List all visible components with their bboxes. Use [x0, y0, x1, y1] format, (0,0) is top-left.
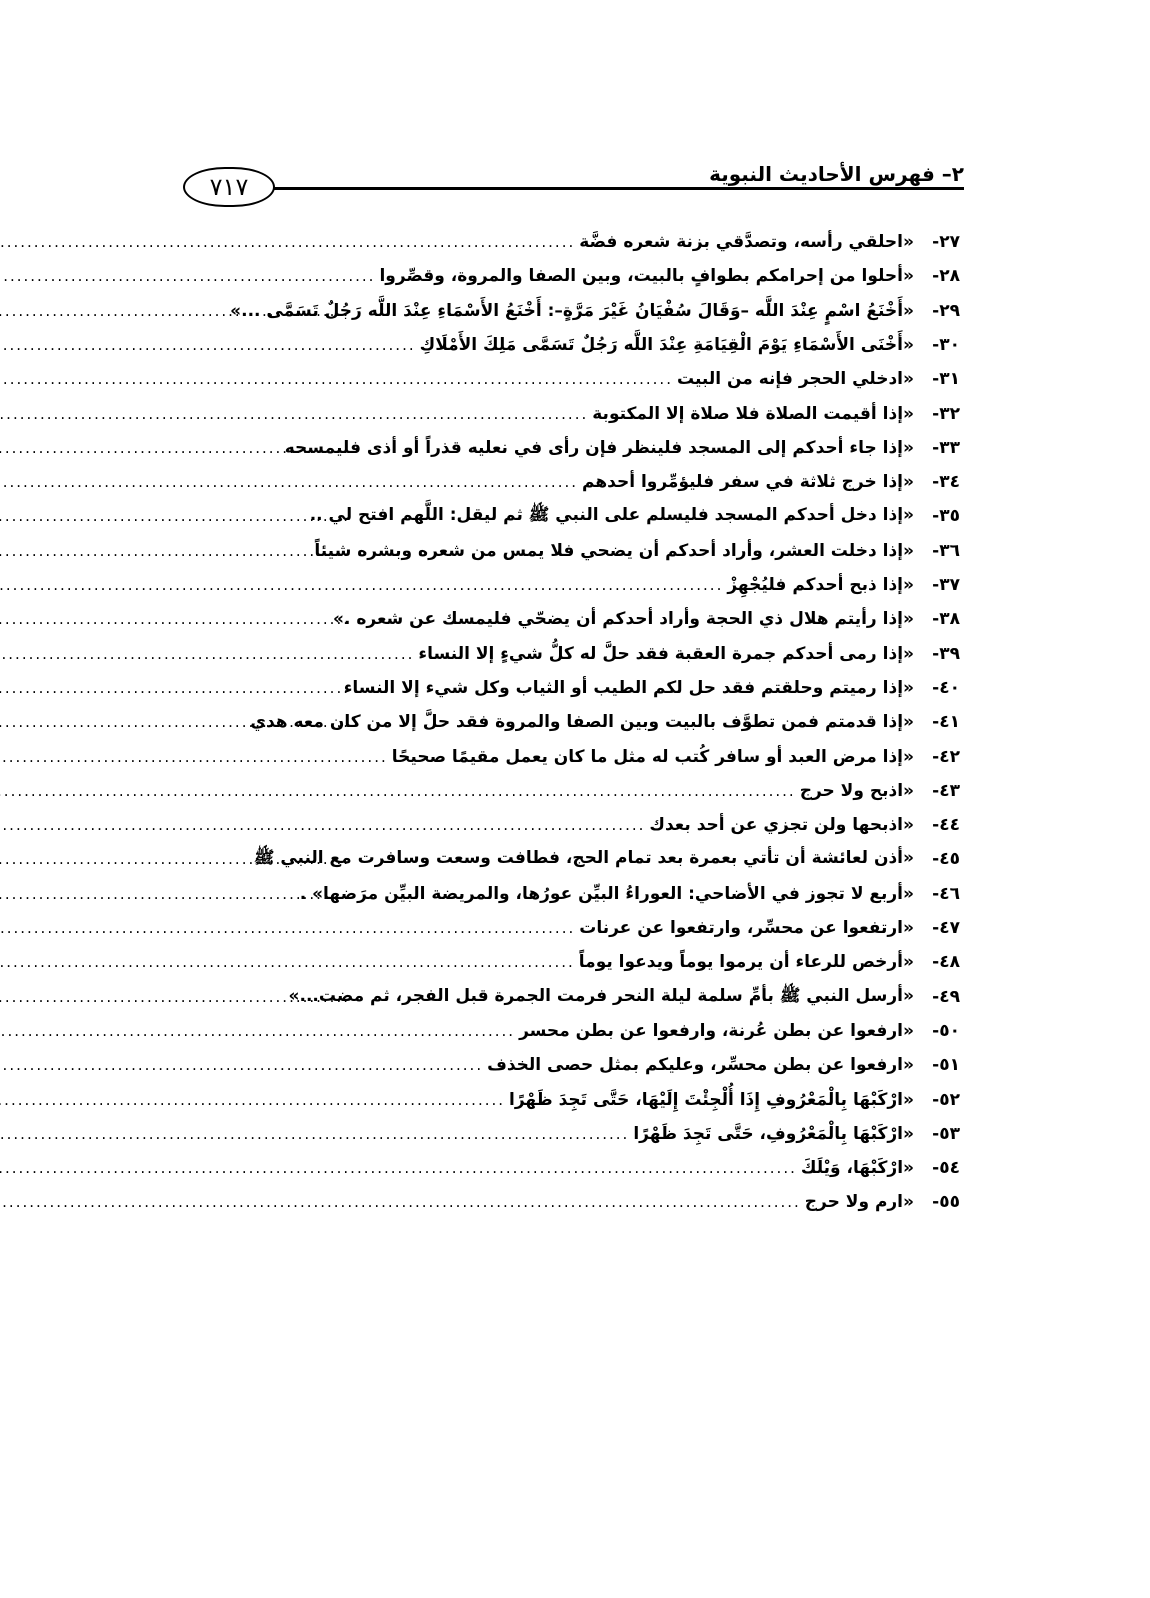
- entry-number: ٣٠-: [932, 335, 960, 355]
- dot-leader: [0, 267, 375, 285]
- entry-number: ٢٧-: [932, 232, 960, 252]
- dot-leader: [0, 1125, 629, 1143]
- hadith-text: «ارفعوا عن بطن محسِّر، وعليكم بمثل حصى الخذف: [487, 1055, 914, 1075]
- dot-leader: [0, 919, 575, 937]
- entry-number: ٤٦-: [932, 884, 960, 904]
- list-item: [188, 639, 960, 669]
- dot-leader: [0, 576, 723, 594]
- hadith-text: «أحلوا من إحرامكم بطوافٍ بالبيت، وبين الصفا والمروة، وقصِّروا: [379, 266, 914, 286]
- hadith-text: «إذا رأيتم هلال ذي الحجة وأراد أحدكم أن يضحّي فليمسك عن شعره .»: [332, 609, 914, 629]
- hadith-text: «إذا دخلت العشر، وأراد أحدكم أن يضحي فلا يمس من شعره وبشره شيئاً: [314, 541, 914, 561]
- list-item: [188, 879, 960, 909]
- hadith-text: «إذا خرج ثلاثة في سفر فليؤمِّروا أحدهم: [582, 472, 914, 492]
- list-item: [188, 536, 960, 566]
- hadith-text: «إذا مرض العبد أو سافر كُتب له مثل ما كان يعمل مقيمًا صحيحًا: [391, 747, 914, 767]
- list-item: [188, 227, 960, 257]
- hadith-text: «إذا دخل أحدكم المسجد فليسلم على النبي ﷺ ثم ليقل: اللَّهم افتح لي ..: [309, 504, 914, 525]
- list-item: [188, 570, 960, 600]
- hadith-text: «ارْكَبْهَا بِالْمَعْرُوفِ، حَتَّى تَجِدَ ظَهْرًا: [633, 1124, 914, 1144]
- hadith-text: «أَخْنَى الأَسْمَاءِ يَوْمَ الْقِيَامَةِ عِنْدَ اللَّه رَجُلٌ تَسَمَّى مَلِكَ الأَمْلَاكِ: [419, 335, 914, 355]
- dot-leader: [0, 850, 350, 868]
- dot-leader: [0, 679, 350, 697]
- entry-number: ٤٩-: [932, 987, 960, 1007]
- page-title: ٢– فهرس الأحاديث النبوية: [709, 162, 964, 186]
- list-item: [188, 810, 960, 840]
- dot-leader: [0, 645, 414, 663]
- list-item: [188, 433, 960, 463]
- hadith-text: «ارْكَبْهَا، وَيْلَكَ: [800, 1158, 914, 1178]
- list-item: [188, 673, 960, 703]
- entry-number: ٣٧-: [932, 575, 960, 595]
- list-item: [188, 742, 960, 772]
- list-item: [188, 467, 960, 497]
- entry-number: ٣٣-: [932, 438, 960, 458]
- list-item: [188, 1187, 960, 1217]
- entry-number: ٤٢-: [932, 747, 960, 767]
- entry-number: ٢٩-: [932, 301, 960, 321]
- entry-number: ٥٤-: [932, 1158, 960, 1178]
- page-number: ٧١٧: [209, 173, 249, 201]
- list-item: [188, 1153, 960, 1183]
- dot-leader: [0, 953, 575, 971]
- list-item: [188, 844, 960, 874]
- dot-leader: [0, 988, 350, 1006]
- entry-number: ٤٧-: [932, 918, 960, 938]
- dot-leader: [0, 439, 350, 457]
- hadith-text: «إذا قدمتم فمن تطوَّف بالبيت وبين الصفا والمروة فقد حلَّ إلا من كان معه هدي: [250, 712, 914, 732]
- entry-number: ٥١-: [932, 1055, 960, 1075]
- dot-leader: [0, 1091, 505, 1109]
- list-item: [188, 707, 960, 737]
- hadith-text: «إذا أقيمت الصلاة فلا صلاة إلا المكتوبة: [592, 404, 914, 424]
- dot-leader: [0, 1056, 483, 1074]
- entry-number: ٣٩-: [932, 644, 960, 664]
- list-item: [188, 296, 960, 326]
- list-item: [188, 399, 960, 429]
- hadith-text: «إذا جاء أحدكم إلى المسجد فلينظر فإن رأى في نعليه قذراً أو أذى فليمسحه: [284, 438, 914, 458]
- entry-number: ٤٠-: [932, 678, 960, 698]
- hadith-text: «إذا رمى أحدكم جمرة العقبة فقد حلَّ له كلُّ شيءٍ إلا النساء: [418, 644, 914, 664]
- hadith-text: «إذا رميتم وحلقتم فقد حل لكم الطيب أو الثياب وكل شيء إلا النساء: [343, 678, 914, 698]
- entry-number: ٤٤-: [932, 815, 960, 835]
- entry-number: ٣٦-: [932, 541, 960, 561]
- hadith-text: «أرسل النبي ﷺ بأمِّ سلمة ليلة النحر فرمت الجمرة قبل الفجر، ثم مضت...»: [288, 985, 914, 1006]
- page-header: [183, 150, 968, 212]
- list-item: [188, 1119, 960, 1149]
- entry-number: ٣٤-: [932, 472, 960, 492]
- dot-leader: [0, 748, 388, 766]
- dot-leader: [0, 542, 350, 560]
- header-rule: [273, 187, 964, 190]
- entry-number: ٥٣-: [932, 1124, 960, 1144]
- hadith-text: «أربع لا تجوز في الأضاحي: العوراءُ البيِّن عورُها، والمريضة البيِّن مرَضها» .: [299, 884, 914, 904]
- list-item: [188, 913, 960, 943]
- list-item: [188, 261, 960, 291]
- dot-leader: [0, 1193, 801, 1211]
- dot-leader: [0, 1022, 515, 1040]
- hadith-text: «ادخلي الحجر فإنه من البيت: [676, 369, 914, 389]
- list-item: [188, 501, 960, 531]
- dot-leader: [0, 302, 350, 320]
- entry-number: ٥٥-: [932, 1192, 960, 1212]
- list-item: [188, 1050, 960, 1080]
- entry-number: ٣١-: [932, 369, 960, 389]
- hadith-text: «اذبح ولا حرج: [799, 781, 914, 801]
- entry-number: ٥٢-: [932, 1090, 960, 1110]
- entry-number: ٣٥-: [932, 506, 960, 526]
- dot-leader: [0, 885, 350, 903]
- hadith-text: «أَخْنَعُ اسْمٍ عِنْدَ اللَّه –وَقَالَ سُفْيَانُ غَيْرَ مَرَّةٍ–: أَخْنَعُ الأَسْمَاءِ عِنْدَ اللَّه رَجُلٌ تَسَمَّى ...»: [230, 301, 914, 321]
- entry-number: ٣٢-: [932, 404, 960, 424]
- hadith-text: «أرخص للرعاء أن يرموا يوماً ويدعوا يوماً: [578, 952, 914, 972]
- entry-number: ٤٨-: [932, 952, 960, 972]
- list-item: [188, 364, 960, 394]
- entry-number: ٤٥-: [932, 849, 960, 869]
- dot-leader: [0, 473, 578, 491]
- entry-number: ٥٠-: [932, 1021, 960, 1041]
- dot-leader: [0, 507, 350, 525]
- dot-leader: [0, 610, 350, 628]
- dot-leader: [0, 405, 588, 423]
- hadith-text: «ارْكَبْهَا بِالْمَعْرُوفِ إِذَا أُلْجِئْتَ إِلَيْهَا، حَتَّى تَجِدَ ظَهْرًا: [509, 1090, 914, 1110]
- list-item: [188, 604, 960, 634]
- hadith-text: «اذبحها ولن تجزي عن أحد بعدك: [649, 815, 914, 835]
- list-item: [188, 330, 960, 360]
- list-item: [188, 1016, 960, 1046]
- hadith-text: «ارفعوا عن بطن عُرنة، وارفعوا عن بطن محسر: [519, 1021, 914, 1041]
- list-item: [188, 1085, 960, 1115]
- hadith-text: «إذا ذبح أحدكم فليُجْهِزْ: [727, 575, 914, 595]
- entry-number: ٤١-: [932, 712, 960, 732]
- hadith-text: «ارتفعوا عن محسِّر، وارتفعوا عن عرنات: [579, 918, 914, 938]
- entry-number: ٤٣-: [932, 781, 960, 801]
- hadith-text: «أذن لعائشة أن تأتي بعمرة بعد تمام الحج، فطافت وسعت وسافرت مع النبي ﷺ: [253, 847, 914, 868]
- list-item: [188, 982, 960, 1012]
- list-item: [188, 776, 960, 806]
- page-number-badge: [183, 167, 275, 207]
- entry-number: ٣٨-: [932, 609, 960, 629]
- entry-number: ٢٨-: [932, 266, 960, 286]
- dot-leader: [0, 816, 645, 834]
- dot-leader: [0, 782, 796, 800]
- dot-leader: [0, 713, 350, 731]
- dot-leader: [0, 233, 575, 251]
- dot-leader: [0, 370, 673, 388]
- dot-leader: [0, 336, 416, 354]
- hadith-text: «ارم ولا حرج: [804, 1192, 914, 1212]
- dot-leader: [0, 1159, 797, 1177]
- hadith-text: «احلقي رأسه، وتصدَّقي بزنة شعره فضَّة: [579, 232, 914, 252]
- list-item: [188, 947, 960, 977]
